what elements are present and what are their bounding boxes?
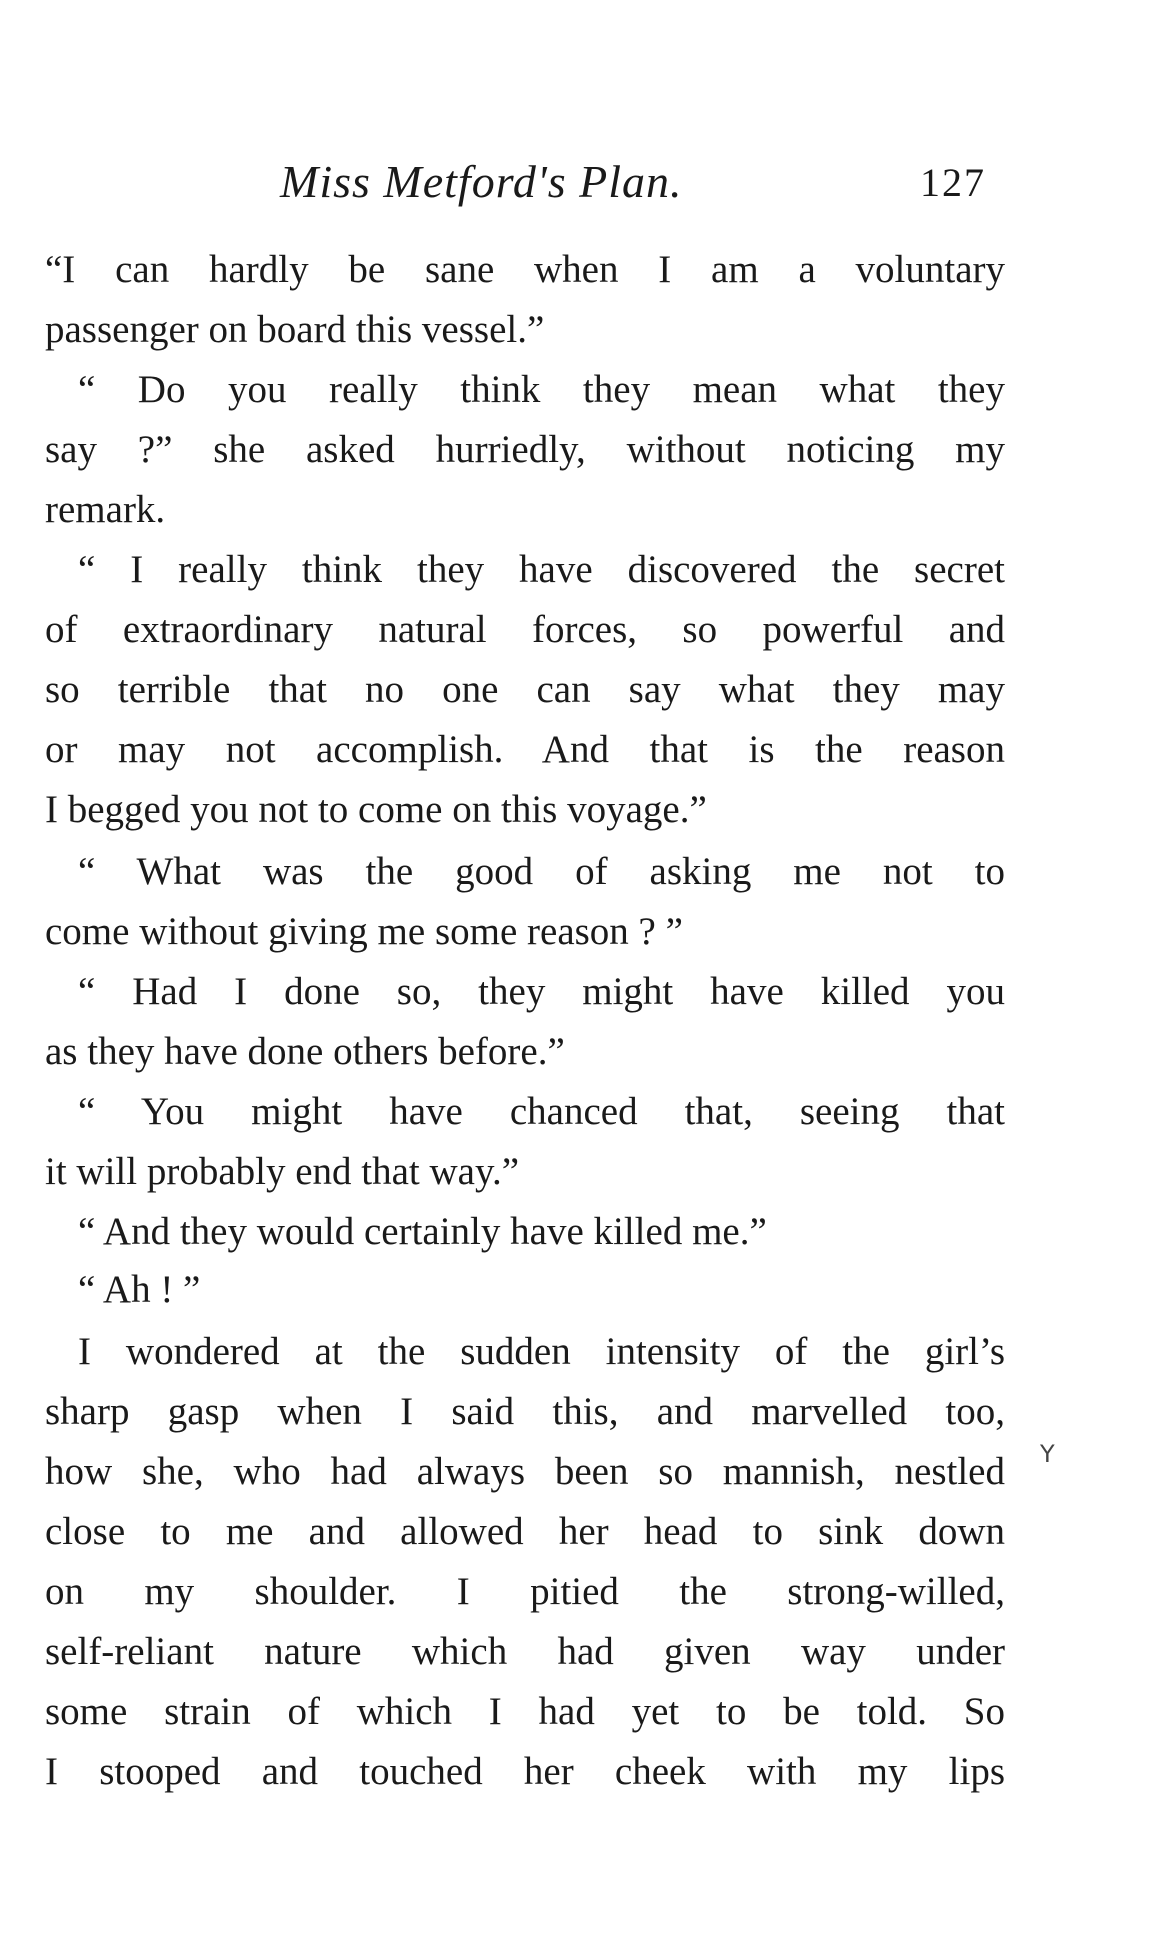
text-line: “I can hardly be sane when I am a voluntary <box>45 248 1005 291</box>
margin-annotation: Y <box>1040 1440 1055 1468</box>
text-line: on my shoulder. I pitied the strong-willed, <box>45 1570 1005 1613</box>
text-line: “ Do you really think they mean what they <box>78 368 1005 411</box>
running-head <box>40 155 1000 215</box>
text-line: “ What was the good of asking me not to <box>78 850 1005 893</box>
text-line: close to me and allowed her head to sink down <box>45 1510 1005 1553</box>
text-line: or may not accomplish. And that is the reason <box>45 728 1005 771</box>
text-line: say ?” she asked hurriedly, without noticing my <box>45 428 1005 471</box>
text-line: “ Had I done so, they might have killed you <box>78 970 1005 1013</box>
text-line: passenger on board this vessel.” <box>45 308 545 351</box>
text-line: I begged you not to come on this voyage.” <box>45 788 707 831</box>
text-line: it will probably end that way.” <box>45 1150 520 1193</box>
text-line: come without giving me some reason ? ” <box>45 910 683 953</box>
running-title: Miss Metford's Plan. <box>280 156 683 207</box>
text-line: “ You might have chanced that, seeing that <box>78 1090 1005 1133</box>
text-line: remark. <box>45 488 166 531</box>
text-line: self-reliant nature which had given way under <box>45 1630 1005 1673</box>
text-line: sharp gasp when I said this, and marvelled too, <box>45 1390 1005 1433</box>
text-line: “ I really think they have discovered the secret <box>78 548 1005 591</box>
text-line: “ And they would certainly have killed me.” <box>78 1210 767 1253</box>
text-line: I stooped and touched her cheek with my lips <box>45 1750 1005 1793</box>
text-line: I wondered at the sudden intensity of the girl’s <box>78 1330 1005 1373</box>
page-number: 127 <box>920 160 986 205</box>
text-line: how she, who had always been so mannish, nestled <box>45 1450 1005 1493</box>
text-line: so terrible that no one can say what they may <box>45 668 1005 711</box>
text-line: some strain of which I had yet to be told. So <box>45 1690 1005 1733</box>
text-line: as they have done others before.” <box>45 1030 565 1073</box>
text-line: “ Ah ! ” <box>78 1268 201 1311</box>
text-line: of extraordinary natural forces, so powerful and <box>45 608 1005 651</box>
